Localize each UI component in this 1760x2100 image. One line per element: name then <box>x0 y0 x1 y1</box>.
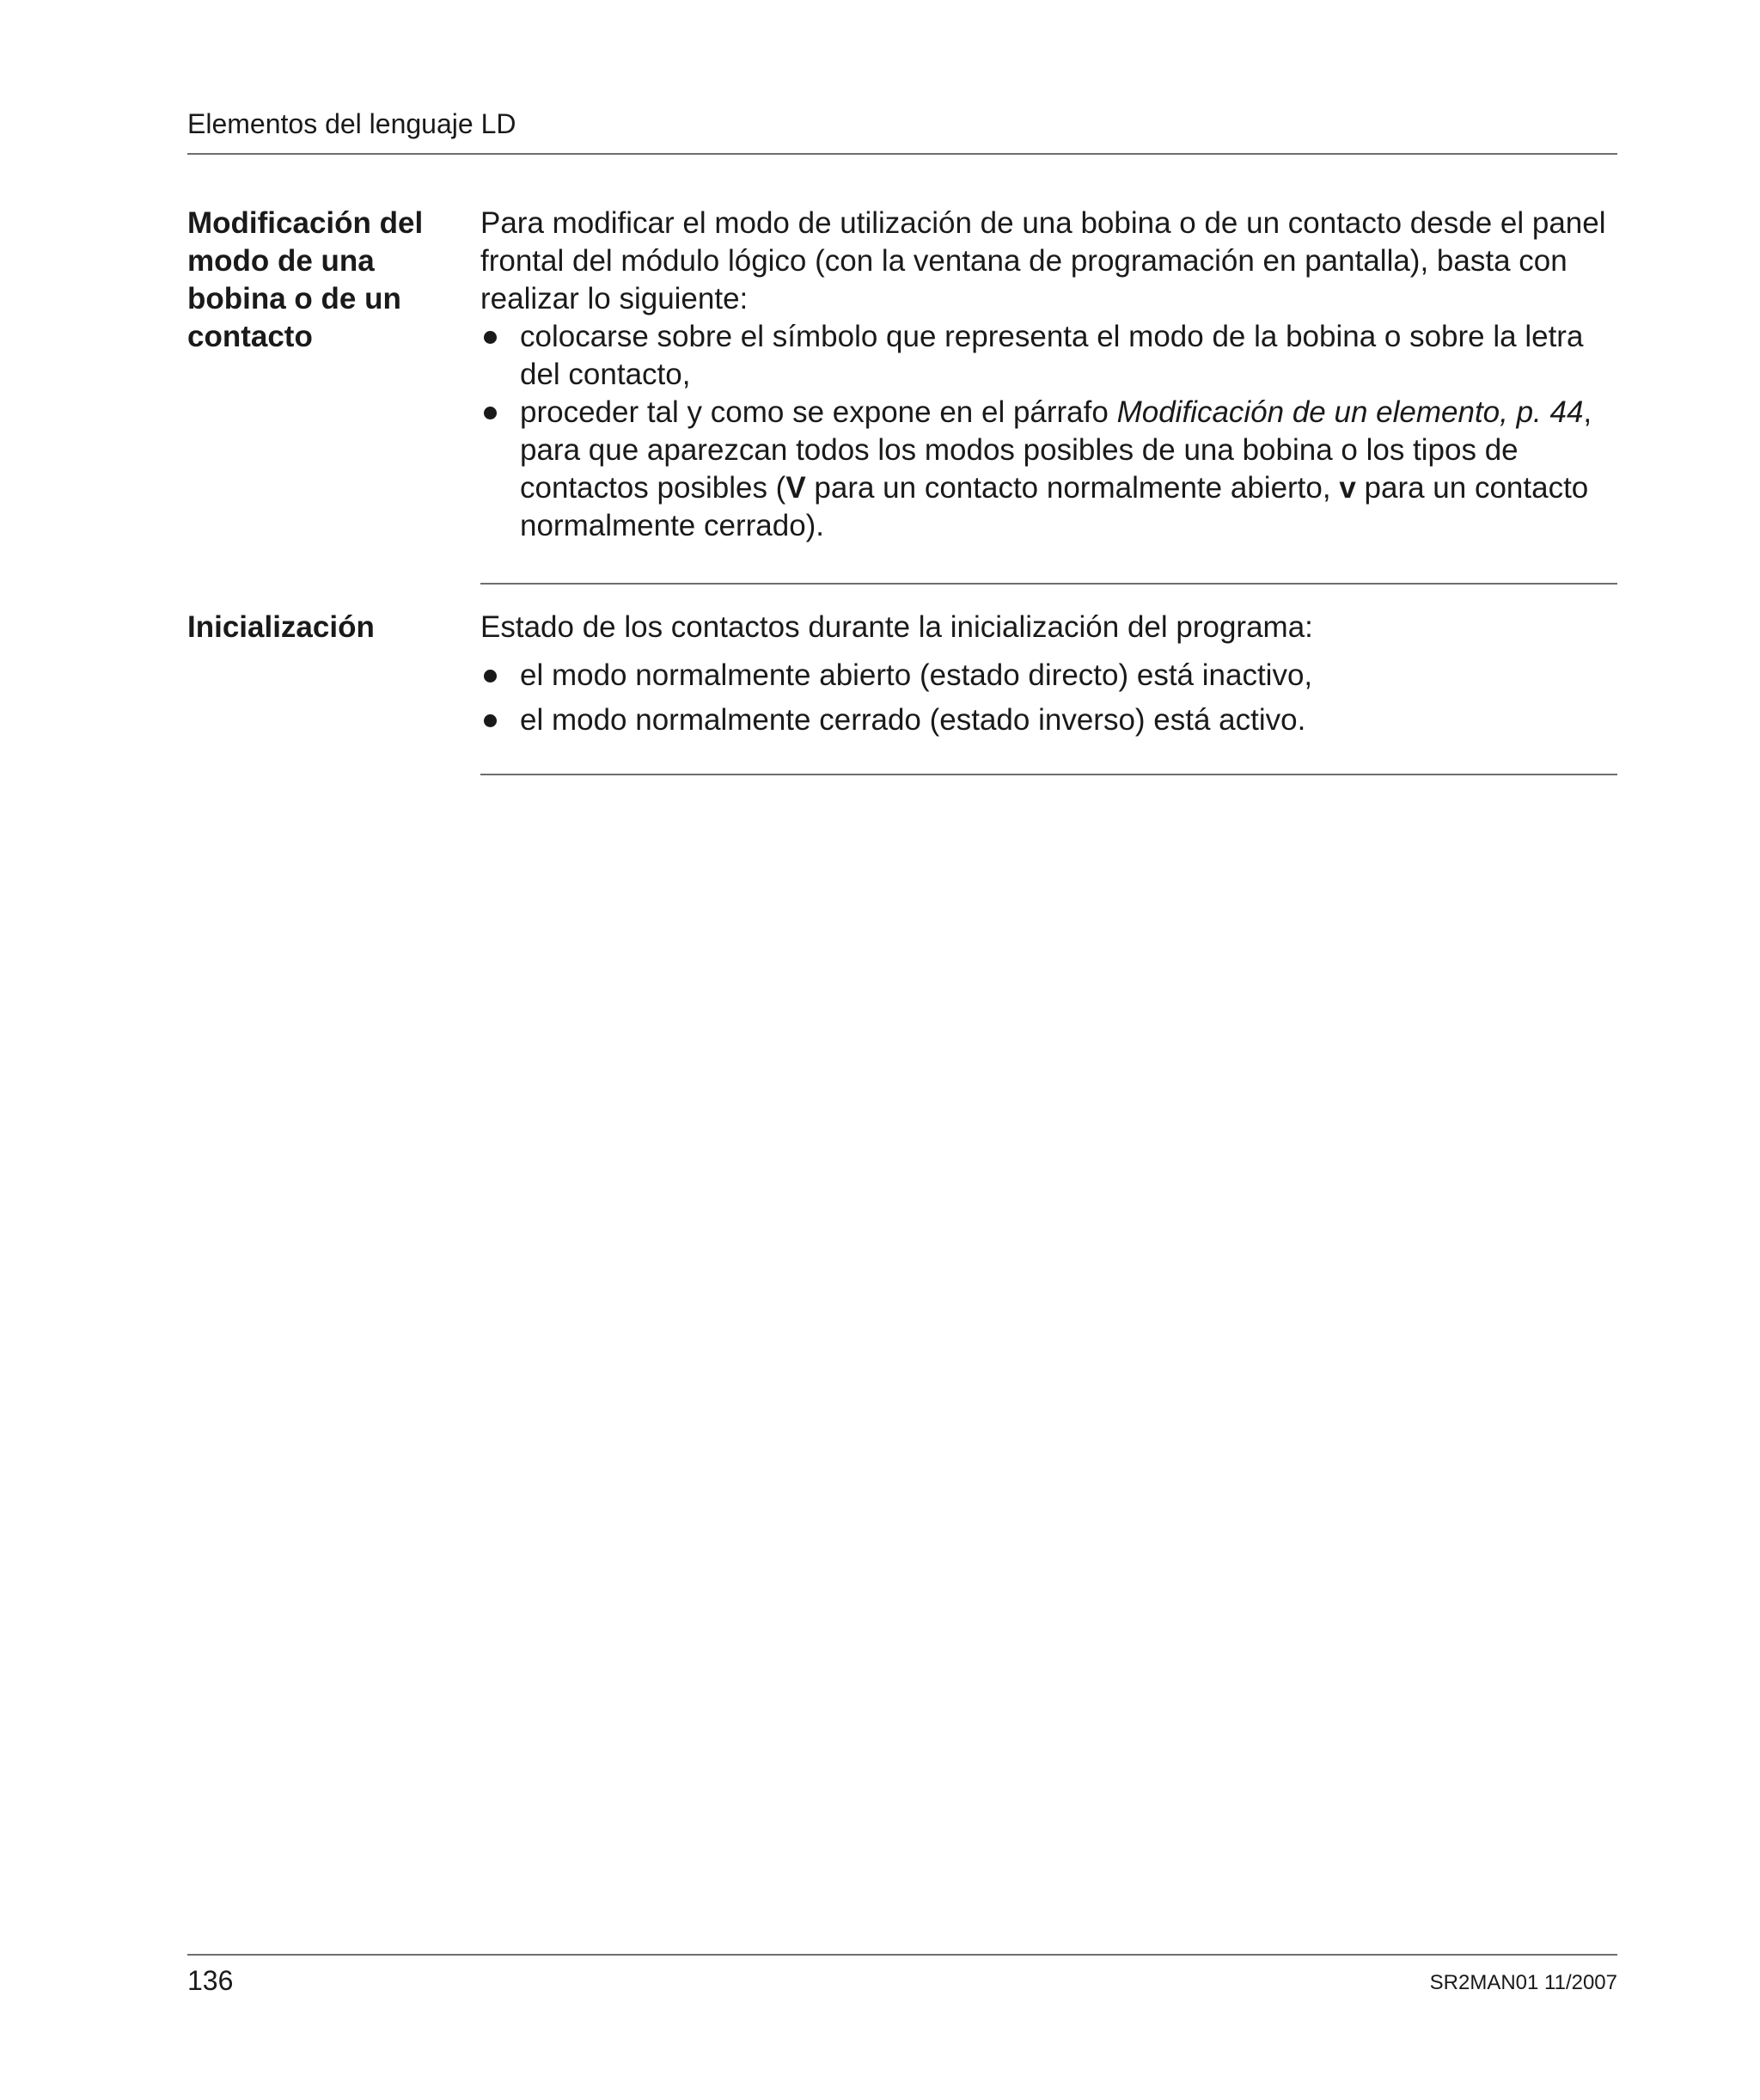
list-item <box>480 657 1617 695</box>
header-divider <box>187 153 1617 155</box>
section-label-inicializacion: Inicialización <box>187 610 375 644</box>
list-item <box>480 318 1617 394</box>
section-intro: Para modificar el modo de utilización de una bobina o de un contacto desde el panel frontal del módulo lógico (con la ventana de programación en pantalla), basta con realizar lo siguiente: <box>480 206 1606 315</box>
list-item-text-end: para un contacto normalmente cerrado). <box>520 471 1589 542</box>
section-body-modificacion <box>480 205 1617 545</box>
section-divider <box>480 774 1617 775</box>
section-label-modificacion: Modificación del modo de una bobina o de un contacto <box>187 206 424 353</box>
closed-contact-key: v <box>1339 471 1356 505</box>
footer-divider <box>187 1954 1617 1956</box>
bullet-icon <box>484 670 497 683</box>
bullet-icon <box>484 407 497 419</box>
bullet-icon <box>484 714 497 727</box>
list-item-text: colocarse sobre el símbolo que representa el modo de la bobina o sobre la letra del contacto, <box>520 320 1584 391</box>
open-contact-key: V <box>785 471 806 505</box>
list-item-text-before-ref: proceder tal y como se expone en el párrafo <box>520 395 1117 429</box>
list-item-text-after-ref: , para que aparezcan todos los modos posibles de una bobina o los tipos de contactos posibles ( <box>520 395 1592 505</box>
list-item-text-mid: para un contacto normalmente abierto, <box>805 471 1340 505</box>
section-body-inicializacion <box>480 609 1617 746</box>
cross-reference-link[interactable]: Modificación de un elemento, p. 44 <box>1116 395 1584 429</box>
page-number: 136 <box>187 1965 234 1996</box>
running-header: Elementos del lenguaje LD <box>187 108 516 139</box>
bullet-list <box>480 318 1617 545</box>
section-divider <box>480 583 1617 585</box>
list-item-text: el modo normalmente cerrado (estado inverso) está activo. <box>520 703 1306 737</box>
list-item <box>480 701 1617 739</box>
document-reference: SR2MAN01 11/2007 <box>1429 1971 1617 1994</box>
bullet-list <box>480 657 1617 739</box>
bullet-icon <box>484 331 497 344</box>
section-intro: Estado de los contactos durante la inicialización del programa: <box>480 610 1313 644</box>
list-item <box>480 394 1617 545</box>
list-item-text: el modo normalmente abierto (estado directo) está inactivo, <box>520 658 1313 692</box>
